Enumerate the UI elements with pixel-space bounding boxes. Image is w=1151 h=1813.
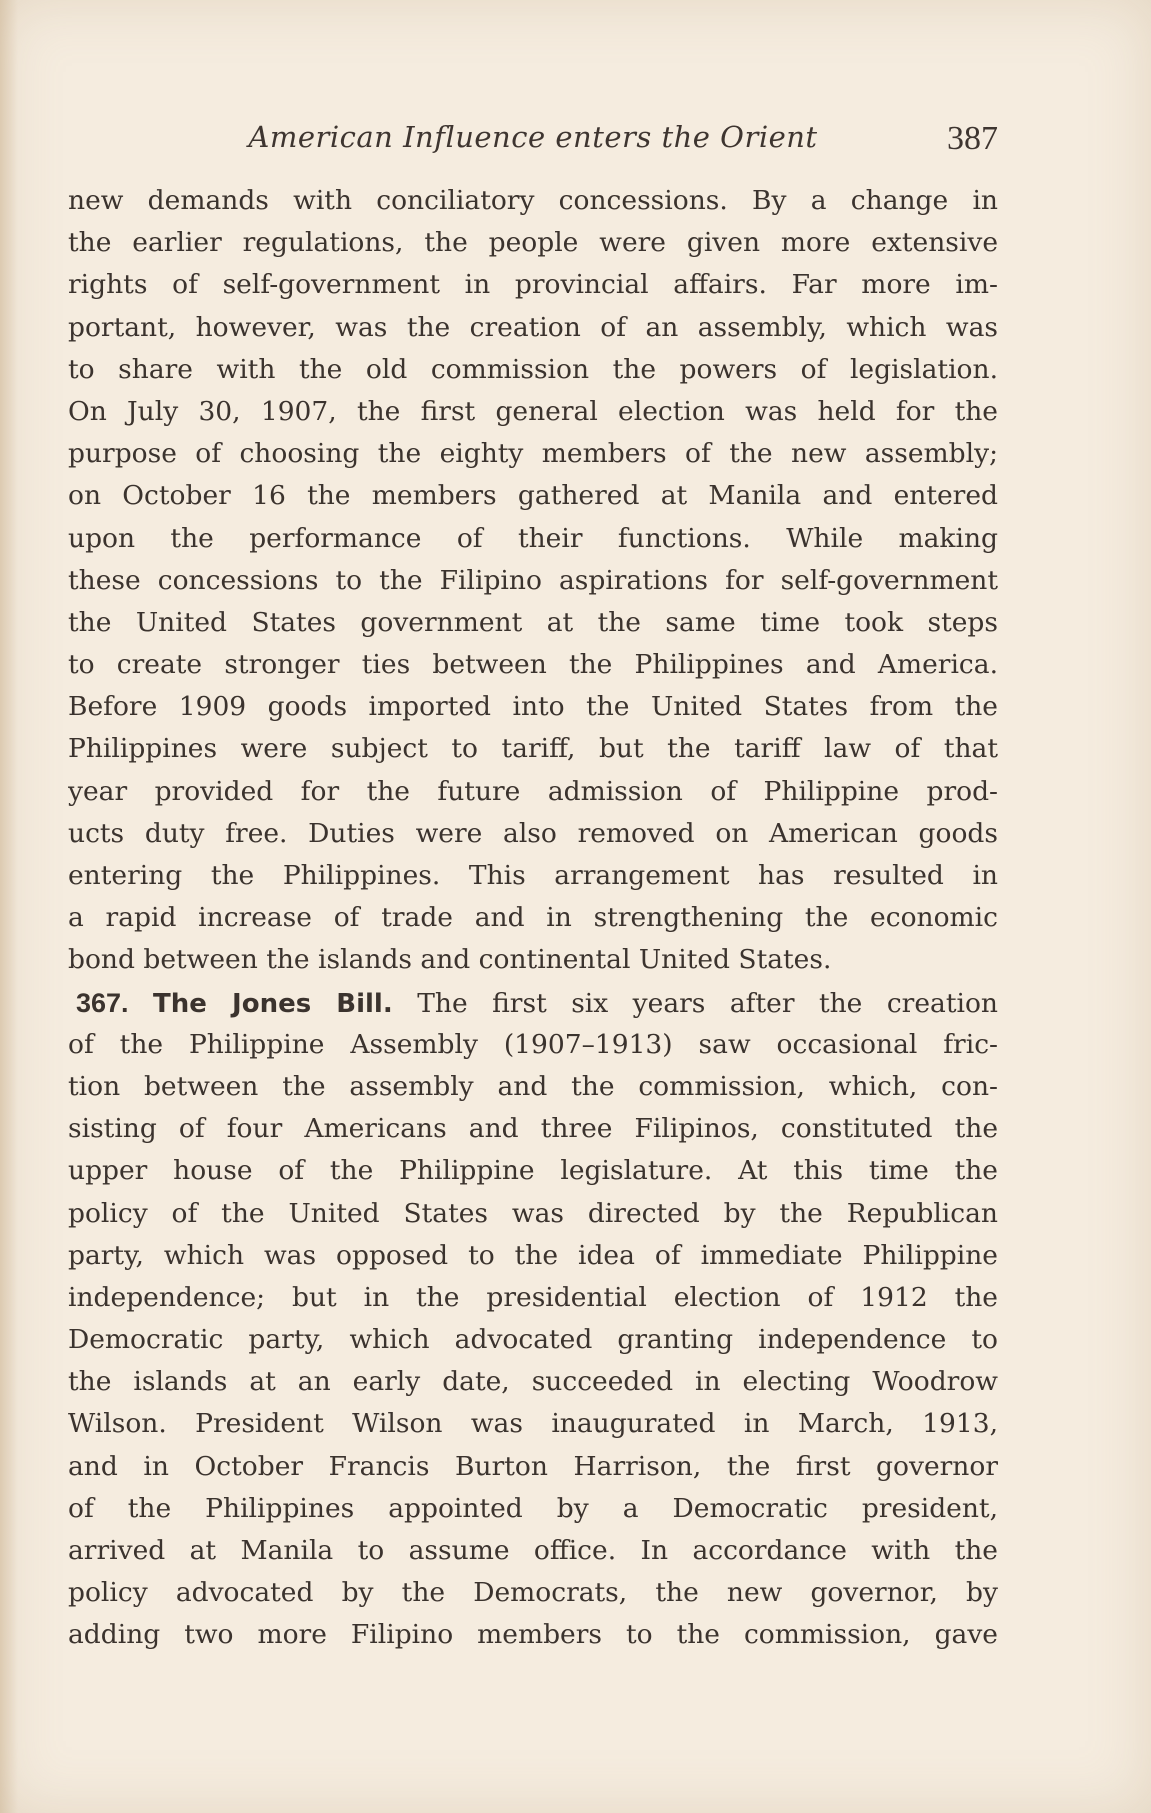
page-number: 387 [947, 120, 998, 157]
text-line: the United States government at the same time took steps [68, 606, 998, 638]
text-line: purpose of choosing the eighty members of the new assembly; [68, 438, 998, 470]
section-number: 367. [76, 987, 129, 1018]
text-line: ucts duty free. Duties were also removed on American goods [68, 817, 998, 849]
text-line: independence; but in the presidential election of 1912 the [68, 1281, 998, 1313]
text-line: to create stronger ties between the Philippines and America. [68, 649, 998, 681]
text-line: bond between the islands and continental United States. [68, 944, 832, 976]
text-line: new demands with conciliatory concessions. By a change in [68, 185, 998, 216]
section-first-line: The first six years after the creation [417, 987, 998, 1019]
text-line: of the Philippine Assembly (1907–1913) saw occasional fric- [68, 1028, 998, 1060]
text-line: tion between the assembly and the commission, which, con- [68, 1070, 998, 1102]
text-line: to share with the old commission the powers of legislation. [68, 353, 998, 385]
text-line: of the Philippines appointed by a Democratic president, [68, 1492, 998, 1524]
text-line: the islands at an early date, succeeded in electing Woodrow [68, 1366, 998, 1398]
section-heading-line [68, 982, 998, 1024]
body-text [68, 180, 998, 1657]
text-line: On July 30, 1907, the first general election was held for the [68, 395, 998, 427]
page-header [68, 114, 998, 164]
text-line: rights of self-government in provincial affairs. Far more im- [68, 269, 998, 301]
text-line: policy advocated by the Democrats, the new governor, by [68, 1577, 998, 1609]
text-line: entering the Philippines. This arrangement has resulted in [68, 860, 998, 891]
running-title: American Influence enters the Orient [248, 120, 818, 154]
text-line: and in October Francis Burton Harrison, the first governor [68, 1450, 998, 1482]
text-line: party, which was opposed to the idea of immediate Philippine [68, 1239, 998, 1271]
text-line: adding two more Filipino members to the commission, gave [68, 1619, 998, 1651]
text-line: Wilson. President Wilson was inaugurated in March, 1913, [68, 1408, 998, 1440]
text-line: policy of the United States was directed by the Republican [68, 1197, 998, 1229]
text-line: sisting of four Americans and three Filipinos, constituted the [68, 1113, 998, 1145]
text-line: arrived at Manila to assume office. In accordance with the [68, 1535, 998, 1566]
text-line: upon the performance of their functions. While making [68, 522, 998, 554]
text-line: a rapid increase of trade and in strengthening the economic [68, 902, 998, 934]
text-line: upper house of the Philippine legislature. At this time the [68, 1155, 998, 1187]
text-line: the earlier regulations, the people were given more extensive [68, 227, 998, 259]
section-title: The Jones Bill. [153, 988, 393, 1019]
text-line: Democratic party, which advocated granting independence to [68, 1324, 998, 1356]
text-line: these concessions to the Filipino aspirations for self-government [68, 564, 998, 596]
text-line: on October 16 the members gathered at Manila and entered [68, 480, 998, 512]
text-line: Before 1909 goods imported into the United States from the [68, 691, 998, 723]
text-line: Philippines were subject to tariff, but the tariff law of that [68, 733, 998, 765]
text-line: portant, however, was the creation of an assembly, which was [68, 311, 998, 343]
text-line: year provided for the future admission of Philippine prod- [68, 775, 998, 807]
